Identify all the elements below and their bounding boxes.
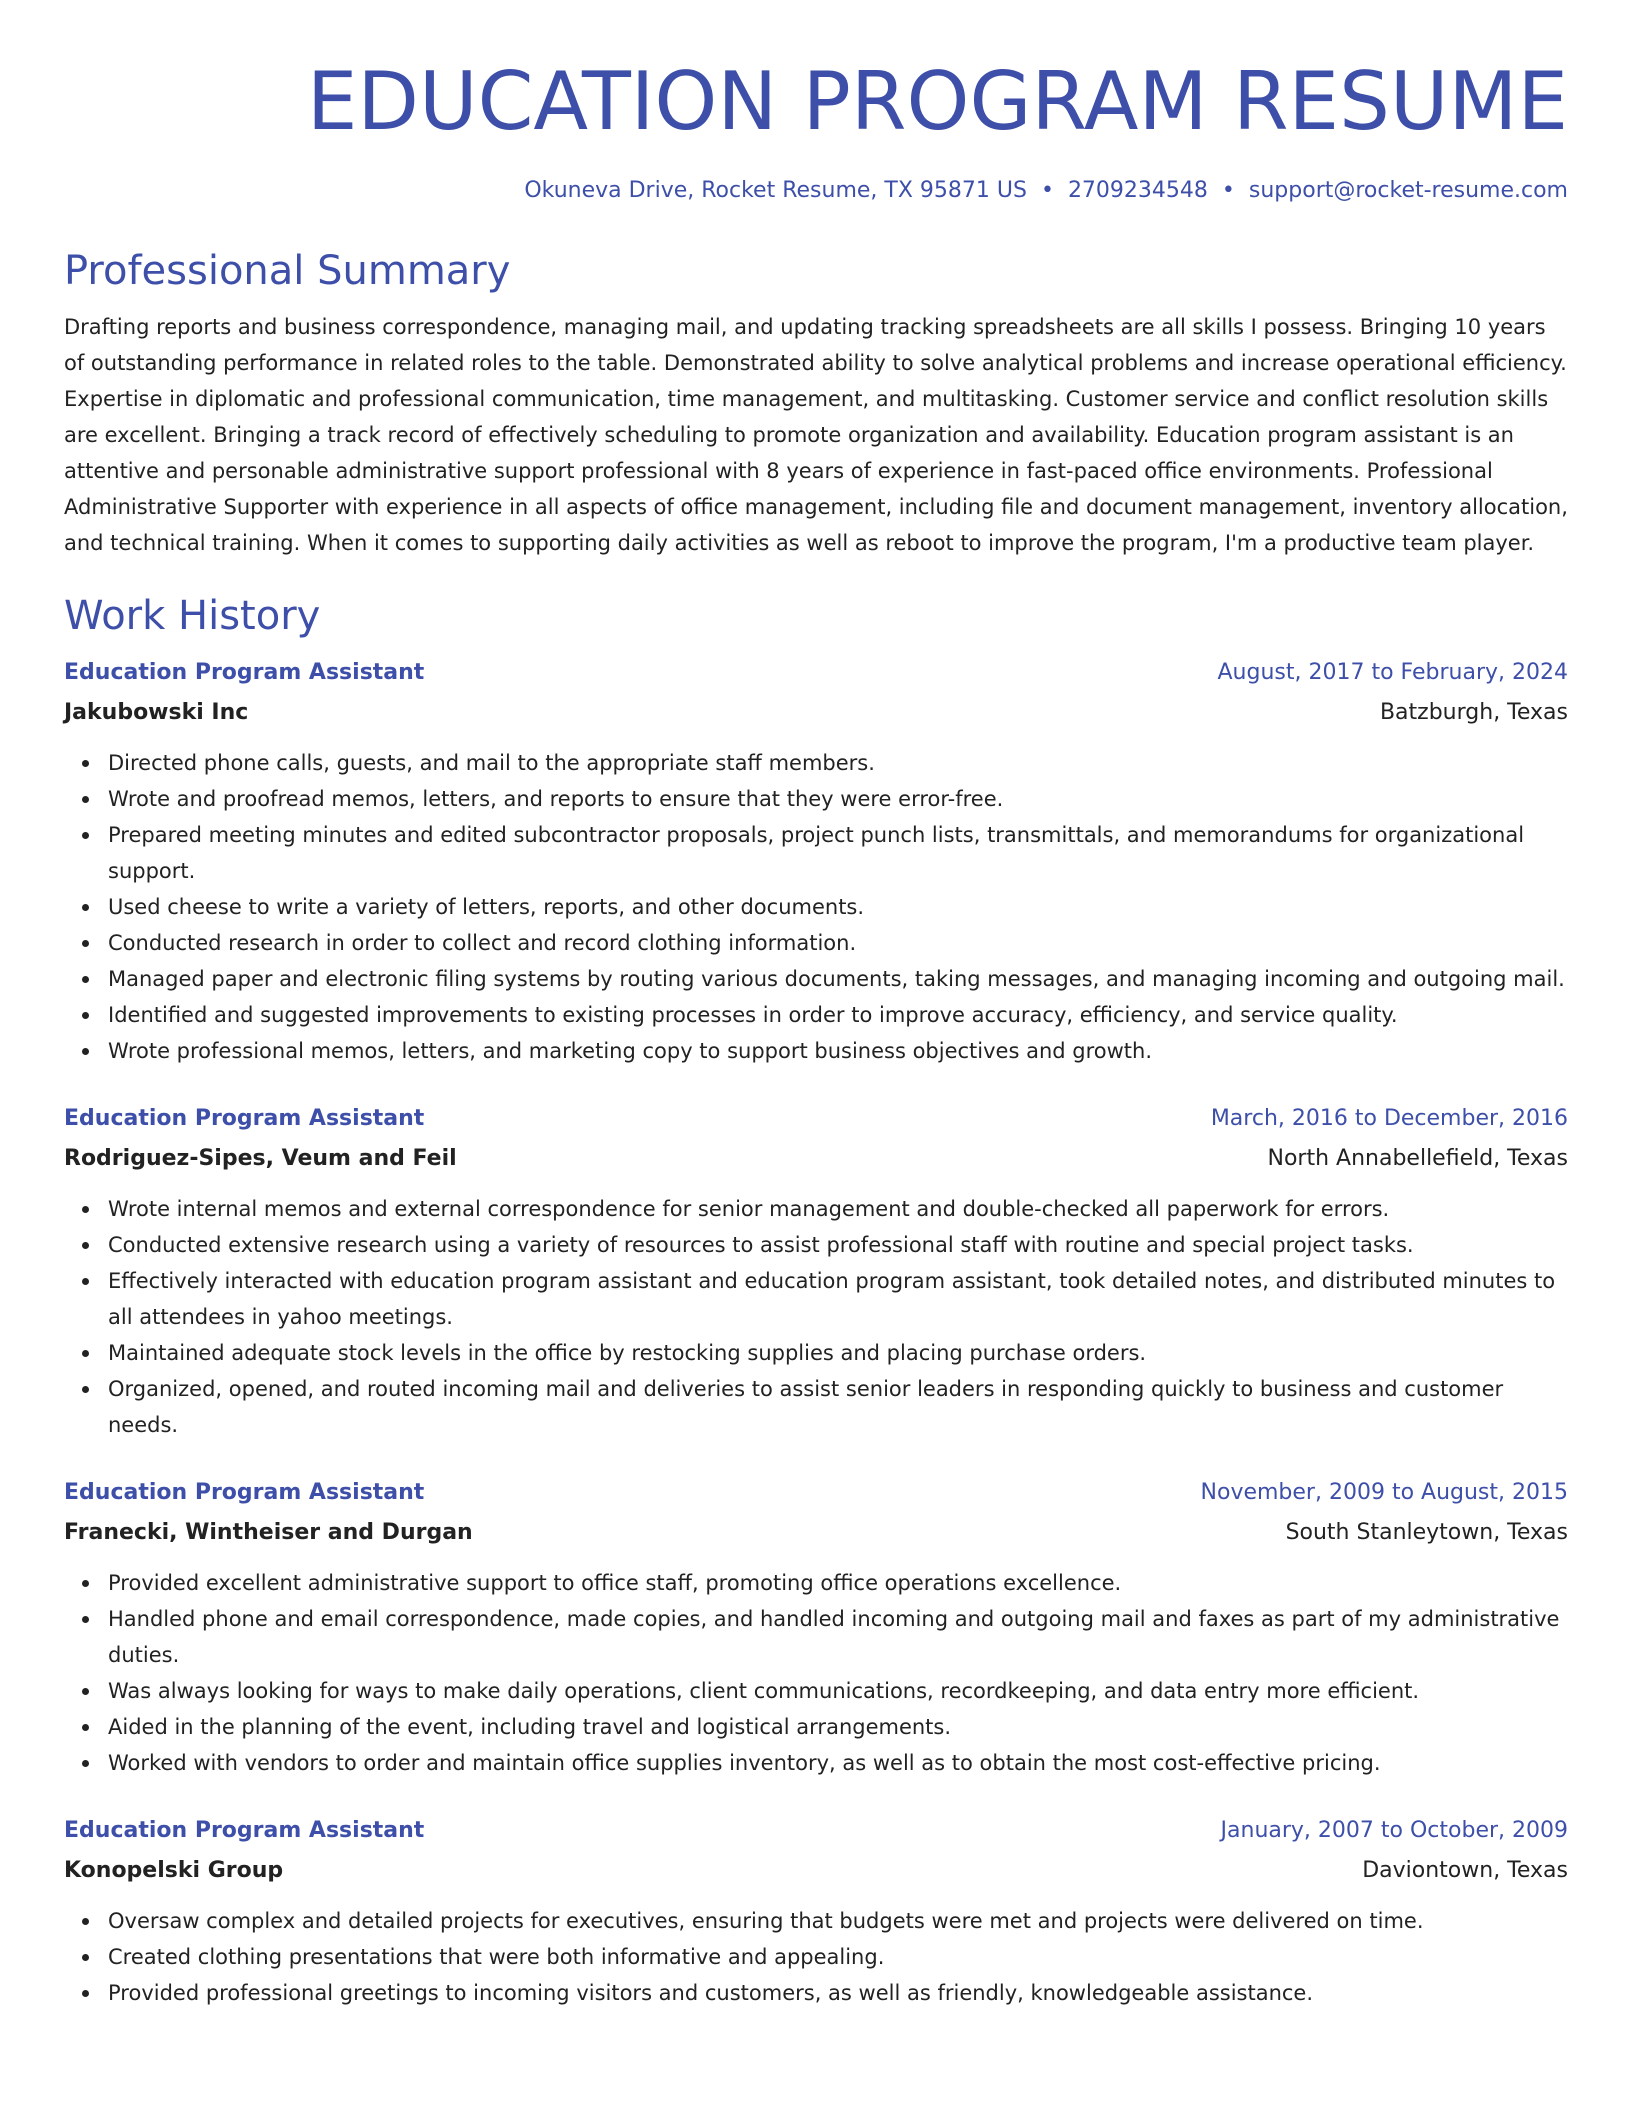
contact-address: Okuneva Drive, Rocket Resume, TX 95871 US <box>524 178 1027 203</box>
job-dates: January, 2007 to October, 2009 <box>1220 1818 1568 1843</box>
job-title-row <box>64 1813 1568 1849</box>
job-bullet: Wrote and proofread memos, letters, and reports to ensure that they were error-free. <box>108 781 1568 817</box>
resume-page <box>64 0 1568 2011</box>
job-bullet: Directed phone calls, guests, and mail to the appropriate staff members. <box>108 745 1568 781</box>
contact-separator: • <box>1040 178 1054 203</box>
contact-line <box>64 176 1568 206</box>
summary-heading: Professional Summary <box>64 248 511 294</box>
job-location: North Annabellefield, Texas <box>1267 1146 1568 1171</box>
job-bullet: Was always looking for ways to make daily operations, client communications, recordkeeping, and data entry more efficient. <box>108 1673 1568 1709</box>
job-company: Rodriguez-Sipes, Veum and Feil <box>64 1146 457 1171</box>
job-company: Jakubowski Inc <box>64 700 249 725</box>
job-location: Daviontown, Texas <box>1362 1858 1568 1883</box>
job-company: Konopelski Group <box>64 1858 284 1883</box>
work-history-heading: Work History <box>64 593 321 639</box>
job-bullet: Oversaw complex and detailed projects for executives, ensuring that budgets were met and projects were delivered on time. <box>108 1903 1568 1939</box>
job-company: Franecki, Wintheiser and Durgan <box>64 1520 473 1545</box>
contact-email: support@rocket-resume.com <box>1248 178 1568 203</box>
resume-title: EDUCATION PROGRAM RESUME <box>306 55 1568 148</box>
contact-separator: • <box>1221 178 1235 203</box>
job-role: Education Program Assistant <box>64 1480 425 1505</box>
job-bullet: Wrote professional memos, letters, and marketing copy to support business objectives and growth. <box>108 1033 1568 1069</box>
job-bullet-list <box>64 1903 1568 2011</box>
job-dates: November, 2009 to August, 2015 <box>1200 1480 1568 1505</box>
summary-text: Drafting reports and business correspondence, managing mail, and updating tracking spreadsheets are all skills I possess. Bringing 10 years of outstanding performance in related roles to the table. Demonstrated ability to solve analytical problems and increase operational efficiency. Expertise in diplomatic and professional communication, time management, and multitasking. Customer service and conflict resolution skills are excellent. Bringing a track record of effectively scheduling to promote organization and availability. Education program assistant is an attentive and personable administrative support professional with 8 years of experience in fast-paced office environments. Professional Administrative Supporter with experience in all aspects of office management, including file and document management, inventory allocation, and technical training. When it comes to supporting daily activities as well as reboot to improve the program, I'm a productive team player. <box>64 315 1568 555</box>
job-location: Batzburgh, Texas <box>1379 700 1568 725</box>
job-bullet: Conducted extensive research using a variety of resources to assist professional staff with routine and special project tasks. <box>108 1227 1568 1263</box>
job-bullet: Created clothing presentations that were both informative and appealing. <box>108 1939 1568 1975</box>
job-dates: August, 2017 to February, 2024 <box>1217 660 1568 685</box>
job-role: Education Program Assistant <box>64 660 425 685</box>
contact-phone: 2709234548 <box>1067 178 1208 203</box>
job-entry <box>64 1101 1568 1443</box>
job-bullet-list <box>64 745 1568 1069</box>
job-bullet: Handled phone and email correspondence, made copies, and handled incoming and outgoing mail and faxes as part of my administrative duties. <box>108 1601 1568 1673</box>
job-bullet: Worked with vendors to order and maintain office supplies inventory, as well as to obtain the most cost-effective pricing. <box>108 1745 1568 1781</box>
job-entry <box>64 1813 1568 2011</box>
job-location: South Stanleytown, Texas <box>1285 1520 1568 1545</box>
job-bullet-list <box>64 1191 1568 1443</box>
job-title-row <box>64 1101 1568 1137</box>
job-title-row <box>64 1475 1568 1511</box>
job-bullet: Effectively interacted with education program assistant and education program assistant, took detailed notes, and distributed minutes to all attendees in yahoo meetings. <box>108 1263 1568 1335</box>
job-bullet: Used cheese to write a variety of letters, reports, and other documents. <box>108 889 1568 925</box>
job-bullet: Managed paper and electronic filing systems by routing various documents, taking messages, and managing incoming and outgoing mail. <box>108 961 1568 997</box>
job-bullet-list <box>64 1565 1568 1781</box>
job-bullet: Wrote internal memos and external correspondence for senior management and double-checked all paperwork for errors. <box>108 1191 1568 1227</box>
job-dates: March, 2016 to December, 2016 <box>1210 1106 1568 1131</box>
job-title-row <box>64 655 1568 691</box>
job-company-row <box>64 1141 1568 1177</box>
work-history-list <box>64 655 1568 2011</box>
job-bullet: Conducted research in order to collect and record clothing information. <box>108 925 1568 961</box>
job-bullet: Provided excellent administrative support to office staff, promoting office operations excellence. <box>108 1565 1568 1601</box>
job-bullet: Organized, opened, and routed incoming mail and deliveries to assist senior leaders in responding quickly to business and customer needs. <box>108 1371 1568 1443</box>
job-role: Education Program Assistant <box>64 1818 425 1843</box>
job-bullet: Prepared meeting minutes and edited subcontractor proposals, project punch lists, transmittals, and memorandums for organizational support. <box>108 817 1568 889</box>
job-bullet: Aided in the planning of the event, including travel and logistical arrangements. <box>108 1709 1568 1745</box>
job-bullet: Identified and suggested improvements to existing processes in order to improve accuracy, efficiency, and service quality. <box>108 997 1568 1033</box>
job-company-row <box>64 1853 1568 1889</box>
job-entry <box>64 655 1568 1069</box>
job-bullet: Maintained adequate stock levels in the office by restocking supplies and placing purchase orders. <box>108 1335 1568 1371</box>
job-bullet: Provided professional greetings to incoming visitors and customers, as well as friendly, knowledgeable assistance. <box>108 1975 1568 2011</box>
job-company-row <box>64 695 1568 731</box>
job-entry <box>64 1475 1568 1781</box>
job-role: Education Program Assistant <box>64 1106 425 1131</box>
job-company-row <box>64 1515 1568 1551</box>
